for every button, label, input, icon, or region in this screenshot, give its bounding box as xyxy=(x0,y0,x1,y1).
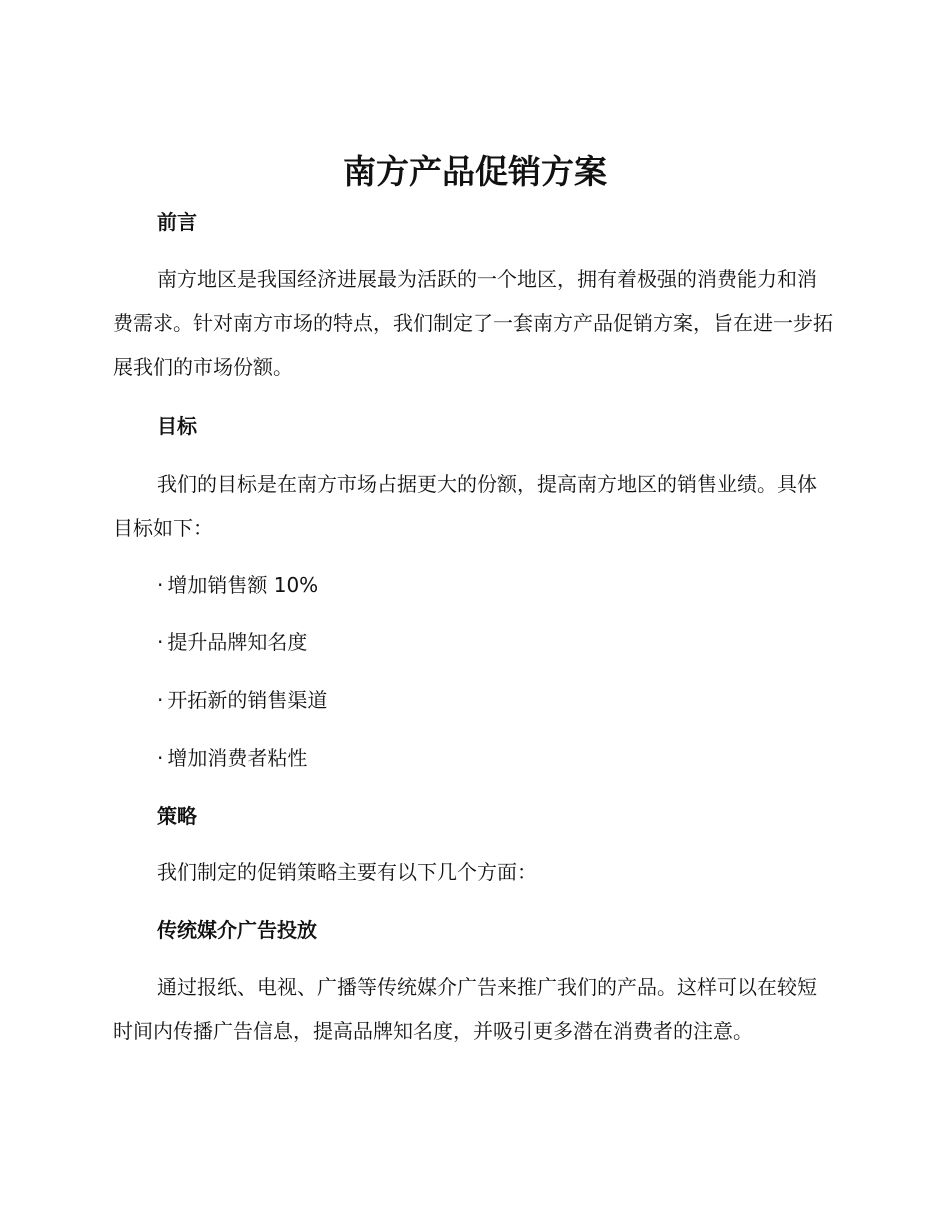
document-title: 南方产品促销方案 xyxy=(343,152,607,191)
list-item-text: 开拓新的销售渠道 xyxy=(167,688,328,712)
list-item xyxy=(157,572,318,598)
bullet-icon: · xyxy=(157,630,164,654)
bullet-icon: · xyxy=(157,746,164,770)
paragraph-goals: 我们的目标是在南方市场占据更大的份额，提高南方地区的销售业绩。具体目标如下： xyxy=(113,472,817,540)
heading-strategy: 策略 xyxy=(157,804,197,828)
list-item-text: 提升品牌知名度 xyxy=(167,630,308,654)
bullet-icon: · xyxy=(157,688,164,712)
list-item xyxy=(157,687,327,713)
list-item xyxy=(157,629,307,655)
list-item xyxy=(157,745,307,771)
list-item-text: 增加消费者粘性 xyxy=(167,746,308,770)
bullet-icon: · xyxy=(157,573,164,597)
heading-traditional-media: 传统媒介广告投放 xyxy=(157,918,317,942)
heading-goals: 目标 xyxy=(157,414,197,438)
paragraph-traditional-media: 通过报纸、电视、广播等传统媒介广告来推广我们的产品。这样可以在较短时间内传播广告信息，提高品牌知名度，并吸引更多潜在消费者的注意。 xyxy=(113,975,817,1043)
heading-preface: 前言 xyxy=(157,210,197,234)
paragraph-preface: 南方地区是我国经济进展最为活跃的一个地区，拥有着极强的消费能力和消费需求。针对南方市场的特点，我们制定了一套南方产品促销方案，旨在进一步拓展我们的市场份额。 xyxy=(113,267,833,379)
paragraph-strategy: 我们制定的促销策略主要有以下几个方面： xyxy=(157,860,537,884)
list-item-text: 增加销售额 10% xyxy=(167,573,319,597)
